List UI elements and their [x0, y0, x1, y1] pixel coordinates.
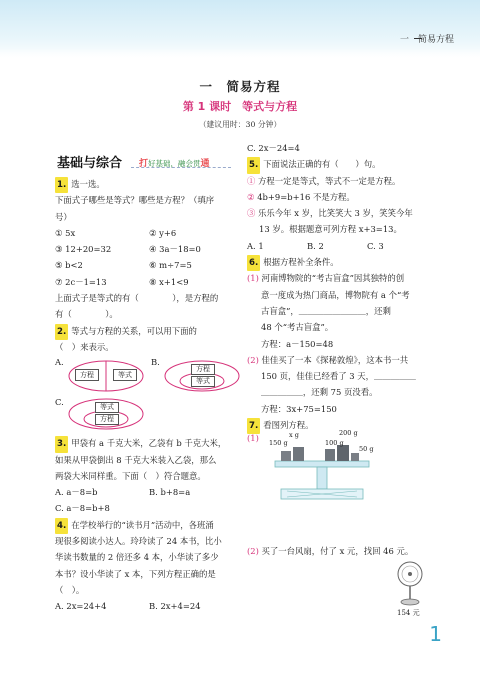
label-100g: 100 g [325, 439, 344, 448]
q5-number: 5. [247, 157, 260, 173]
q4-option-c: C. 2x－24=4 [247, 143, 300, 153]
q1-item: ⑤ b<2 [55, 260, 83, 271]
q5-item-text: 方程一定是等式，等式不一定是方程。 [258, 175, 401, 186]
option-a-label: A. [55, 357, 64, 368]
q7-part2 [247, 543, 439, 559]
q5-item-text: 4b+9=b+16 不是方程。 [257, 191, 355, 202]
q5-item-num: ① [247, 175, 256, 186]
q5-options [247, 238, 439, 254]
q5-title-text: 下面说法正确的有（ ）句。 [263, 159, 381, 170]
q1-item: ④ 3a－18=0 [149, 244, 201, 255]
q6-title-text: 根据方程补全条件。 [263, 257, 339, 268]
q6-part1-equation: 方程：a－150=48 [261, 338, 334, 349]
diagram-c-eq: 等式 [95, 402, 119, 413]
q4-line: 本书？设小华读了 x 本，下列方程正确的是 [55, 568, 216, 579]
q1-row [55, 241, 243, 257]
lesson-title: 第 1 课时 等式与方程 [182, 100, 298, 113]
q1-title-text: 选一选。 [71, 179, 105, 189]
diagram-c-fc: 方程 [95, 414, 119, 425]
q4-option: A. 2x=24+4 [55, 601, 107, 612]
q1-item: ③ 12+20=32 [55, 244, 112, 255]
slogan-pre: 打 [139, 159, 149, 169]
q6-part1-line: 意一度成为热门商品，博物院有 a 个“考 [261, 289, 410, 300]
q5-title [247, 156, 439, 172]
q7-spacer [247, 505, 439, 543]
q1-item: ⑥ m÷7=5 [149, 260, 192, 271]
label-50g: 50 g [359, 445, 374, 454]
q1-row [55, 257, 243, 273]
q7-part1-num: (1) [247, 433, 259, 444]
q6-part2-text: 佳佳买了一本《探秘敦煌》，这本书一共 [261, 354, 409, 365]
fan-figure [247, 560, 439, 620]
q2-text: 等式与方程的关系，可以用下面的 [71, 325, 197, 336]
q7-title-text: 看图列方程。 [263, 420, 314, 431]
q1-answer-1: 上面式子是等式的有（ ），是方程的 [55, 293, 219, 304]
q5-item-num: ③ [247, 208, 256, 219]
right-column [247, 140, 439, 620]
option-c-label: C. [55, 397, 64, 408]
q6-number: 6. [247, 255, 260, 271]
q6-part1 [247, 270, 439, 286]
banner-title: 基础与综合 [57, 156, 123, 171]
q7-number: 7. [247, 418, 260, 434]
q5-option: A. 1 [247, 240, 264, 251]
q4-number: 4. [55, 518, 68, 534]
q5-option: C. 3 [367, 240, 384, 251]
q1-prompt-1: 下面式子哪些是等式？哪些是方程？（填序 [55, 195, 215, 206]
q6-part2 [247, 352, 439, 368]
q2-diagram-c [55, 395, 243, 435]
section-label: 一 简易方程 [399, 35, 454, 45]
q5-item-text: 乐乐今年 x 岁，比笑笑大 3 岁，笑笑今年 [258, 208, 413, 219]
q1-item: ⑦ 2c－1=13 [55, 276, 107, 287]
q6-part2-num: (2) [247, 354, 259, 365]
option-b-label: B. [151, 357, 160, 368]
q5-item [247, 205, 439, 221]
page-number: 1 [429, 622, 442, 646]
q1-item: ② y+6 [149, 227, 177, 238]
label-150g: 150 g [269, 439, 288, 448]
unit-title: 一 简易方程 [199, 79, 281, 94]
q5-item [247, 189, 439, 205]
left-column [55, 146, 243, 615]
diagram-b-eq: 等式 [191, 376, 215, 387]
q3-option: B. b+8=a [149, 487, 191, 498]
q1-title [55, 176, 243, 192]
q3-option: C. a－8=b+8 [55, 503, 110, 514]
q4-line: （ ）。 [55, 584, 85, 595]
q5-item-num: ② [247, 191, 255, 202]
q1-item: ⑧ x+1<9 [149, 276, 189, 287]
q5-option: B. 2 [307, 240, 324, 251]
q6-part1-text: 河南博物院的“考古盲盒”因其独特的创 [261, 273, 405, 284]
slogan-end: 通 [200, 159, 210, 169]
q3-line: 如果从甲袋倒出 8 千克大米装入乙袋，那么 [55, 454, 217, 465]
q7-part2-num: (2) [247, 546, 259, 557]
q1-number: 1. [55, 177, 68, 193]
diagram-b-fc: 方程 [191, 364, 215, 375]
q6-part2-equation: 方程：3x+75=150 [261, 403, 337, 414]
q4-line [55, 517, 243, 533]
diagram-a-eq: 等式 [113, 369, 137, 381]
q3-line [55, 435, 243, 451]
q7-part2-text: 买了一台风扇，付了 x 元，找回 46 元。 [261, 546, 414, 557]
section-banner [55, 146, 243, 176]
q3-option: A. a－8=b [55, 487, 98, 498]
page-header [0, 0, 480, 60]
q7-part1 [247, 429, 439, 505]
label-200g: 200 g [339, 429, 358, 438]
q2-number: 2. [55, 324, 68, 340]
q3-text: 甲袋有 a 千克大米，乙袋有 b 千克大米， [71, 438, 227, 449]
q4-line: 华读书数量的 2 倍还多 4 本，小华读了多少 [55, 552, 219, 563]
q4-text: 在学校举行的“读书月”活动中，各班涌 [71, 519, 214, 530]
q2-line-2: （ ）来表示。 [55, 341, 114, 352]
suggested-time: （建议用时：30 分钟） [198, 120, 282, 129]
q4-option: B. 2x+4=24 [149, 601, 201, 612]
q3-options [55, 484, 243, 500]
q6-title [247, 254, 439, 270]
fan-icon [395, 560, 425, 608]
q1-row [55, 274, 243, 290]
banner-dotted-line [131, 167, 231, 168]
q5-item [247, 173, 439, 189]
q3-number: 3. [55, 436, 68, 452]
q6-part2-line: ＿＿＿＿＿，还剩 75 页没看。 [261, 387, 378, 398]
q6-part1-num: (1) [247, 273, 259, 284]
label-xg: x g [289, 431, 299, 440]
q1-row [55, 225, 243, 241]
q6-part1-line: 48 个“考古盲盒”。 [261, 322, 334, 333]
slogan-mid: 好基础，融会贯 [148, 159, 201, 168]
q4-options [55, 598, 243, 614]
q1-prompt-2: 号） [55, 211, 72, 222]
q2-line-1 [55, 323, 243, 339]
diagram-a-fc: 方程 [75, 369, 99, 381]
fan-price: 154 元 [397, 608, 420, 617]
q6-part2-line: 150 页，佳佳已经看了 3 天，＿＿＿＿＿ [261, 371, 416, 382]
q4-line: 现很多阅读小达人。玲玲读了 24 本书，比小 [55, 536, 222, 547]
q2-diagrams-ab [55, 355, 243, 395]
q1-item: ① 5x [55, 227, 76, 238]
q1-answer-2: 有（ ）。 [55, 309, 118, 320]
q5-item-cont: 13 岁。根据题意可列方程 x+3=13。 [259, 224, 402, 235]
q6-part1-line: 古盲盒”，＿＿＿＿＿＿＿＿，还剩 [261, 305, 391, 316]
q3-line: 两袋大米同样重。下面（ ）符合题意。 [55, 470, 206, 481]
